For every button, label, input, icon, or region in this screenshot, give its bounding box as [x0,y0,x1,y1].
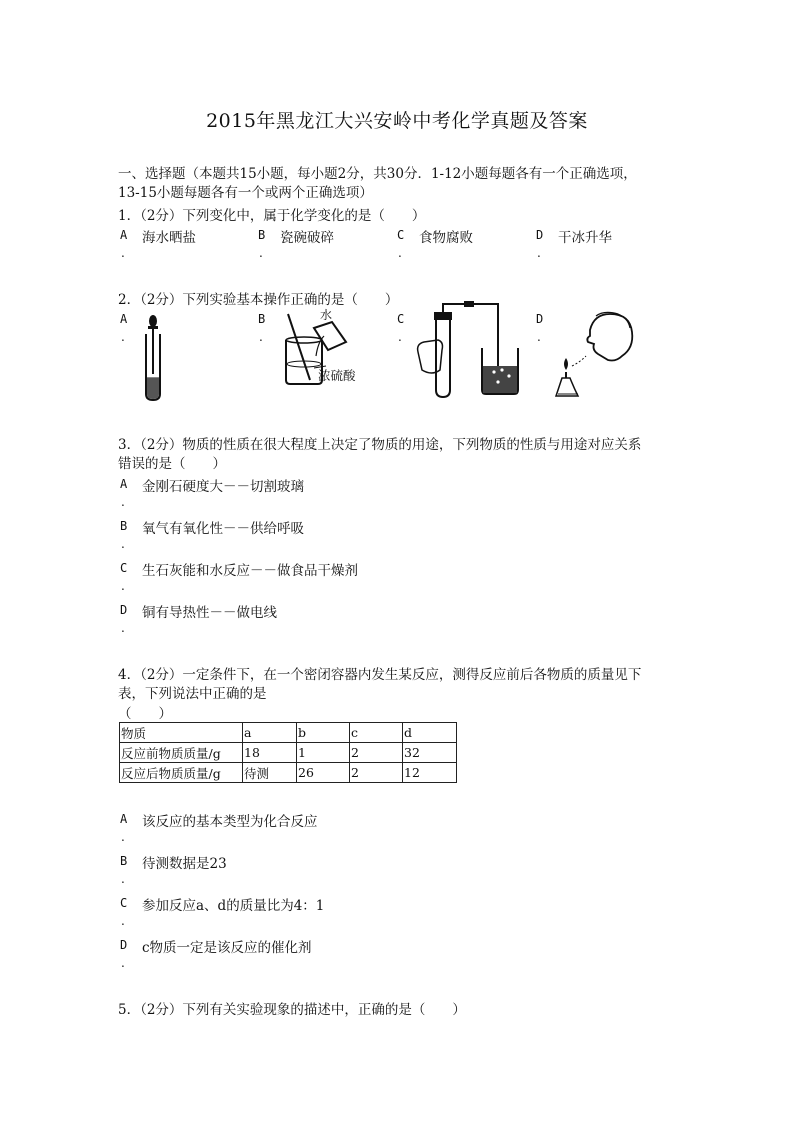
q1-option-c-text[interactable]: 食物腐败 [419,230,473,246]
table-cell: 32 [403,743,457,763]
q3-option-d-letter: D [120,603,128,617]
q3-option-d-dot: . [121,621,125,635]
q1-option-b-text[interactable]: 瓷碗破碎 [280,230,334,246]
q2-option-c-dot: . [398,330,402,344]
table-row [120,743,457,763]
q1-option-b-letter: B [258,228,266,242]
q4-option-a-dot: . [121,830,125,844]
q2-option-d-dot: . [537,330,541,344]
table-cell: 1 [297,743,350,763]
table-cell: d [403,723,457,743]
q2-figure-b-acid-label: 浓硫酸 [318,368,356,383]
q1-option-a-text[interactable]: 海水晒盐 [142,230,196,246]
q4-option-b-dot: . [121,872,125,886]
q4-option-b-letter: B [120,854,128,868]
q3-option-b-text[interactable]: 氧气有氧化性－－供给呼吸 [142,521,304,537]
q2-option-a-dot: . [121,330,125,344]
q4-option-d-letter: D [120,938,128,952]
q2-option-b-dot: . [259,330,263,344]
q4-stem-line1: 4．（2分）一定条件下，在一个密闭容器内发生某反应，测得反应前后各物质的质量见下 [118,667,642,683]
q2-option-a-letter: A [120,312,128,326]
q3-option-b-dot: . [121,537,125,551]
table-cell: 18 [243,743,297,763]
q3-stem-line2: 错误的是（ ） [118,456,226,472]
q3-option-c-text[interactable]: 生石灰能和水反应－－做食品干燥剂 [142,563,358,579]
table-cell: 待测 [243,763,297,783]
q1-option-c-dot: . [398,246,402,260]
q1-option-a-letter: A [120,228,128,242]
q4-stem-line2: 表，下列说法中正确的是 [118,686,267,702]
q3-option-b-letter: B [120,519,128,533]
q2-stem: 2．（2分）下列实验基本操作正确的是（ ） [118,292,399,308]
q2-figure-b-water-label: 水 [320,308,333,322]
q4-option-c-text[interactable]: 参加反应a、d的质量比为4：1 [142,898,325,914]
q3-option-a-text[interactable]: 金刚石硬度大－－切割玻璃 [142,479,304,495]
q2-option-b-letter: B [258,312,266,326]
table-row [120,763,457,783]
q3-option-a-dot: . [121,495,125,509]
q2-option-c-letter: C [397,312,405,326]
q2-figure-d-smelling-icon[interactable] [548,308,638,402]
q4-option-b-text[interactable]: 待测数据是23 [142,856,227,872]
q4-option-a-text[interactable]: 该反应的基本类型为化合反应 [142,814,318,830]
q3-option-c-letter: C [120,561,128,575]
q1-option-a-dot: . [121,246,125,260]
q5-stem: 5．（2分）下列有关实验现象的描述中，正确的是（ ） [118,1002,466,1018]
q4-option-a-letter: A [120,812,128,826]
q4-option-d-text[interactable]: c物质一定是该反应的催化剂 [142,940,312,956]
table-cell: c [350,723,403,743]
q3-option-d-text[interactable]: 铜有导热性－－做电线 [142,605,277,621]
q1-option-d-text[interactable]: 干冰升华 [558,230,612,246]
table-cell: 反应前物质质量/g [120,743,243,763]
table-cell: 12 [403,763,457,783]
table-row [120,723,457,743]
section-heading-line1: 一、选择题（本题共15小题，每小题2分，共30分．1-12小题每题各有一个正确选项， [118,166,637,182]
table-cell: 26 [297,763,350,783]
q1-option-d-dot: . [537,246,541,260]
table-cell: b [297,723,350,743]
q3-option-c-dot: . [121,579,125,593]
q4-table [119,722,457,783]
q1-option-b-dot: . [259,246,263,260]
q3-option-a-letter: A [120,477,128,491]
table-cell: 物质 [120,723,243,743]
q4-option-c-dot: . [121,914,125,928]
table-cell: 2 [350,763,403,783]
q1-option-d-letter: D [536,228,544,242]
section-heading-line2: 13-15小题每题各有一个或两个正确选项） [118,185,373,201]
q4-option-c-letter: C [120,896,128,910]
table-cell: 2 [350,743,403,763]
q4-option-d-dot: . [121,956,125,970]
q1-option-c-letter: C [397,228,405,242]
q1-stem: 1．（2分）下列变化中，属于化学变化的是（ ） [118,208,426,224]
q2-figure-c-airtightness-icon[interactable] [414,300,524,402]
table-cell: a [243,723,297,743]
table-cell: 反应后物质质量/g [120,763,243,783]
page-title: 2015年黑龙江大兴安岭中考化学真题及答案 [206,110,588,132]
q3-stem-line1: 3．（2分）物质的性质在很大程度上决定了物质的用途，下列物质的性质与用途对应关系 [118,437,642,453]
q4-stem-line3: （ ） [118,706,172,722]
q2-option-d-letter: D [536,312,544,326]
q2-figure-a-dropper-icon[interactable] [138,312,168,402]
